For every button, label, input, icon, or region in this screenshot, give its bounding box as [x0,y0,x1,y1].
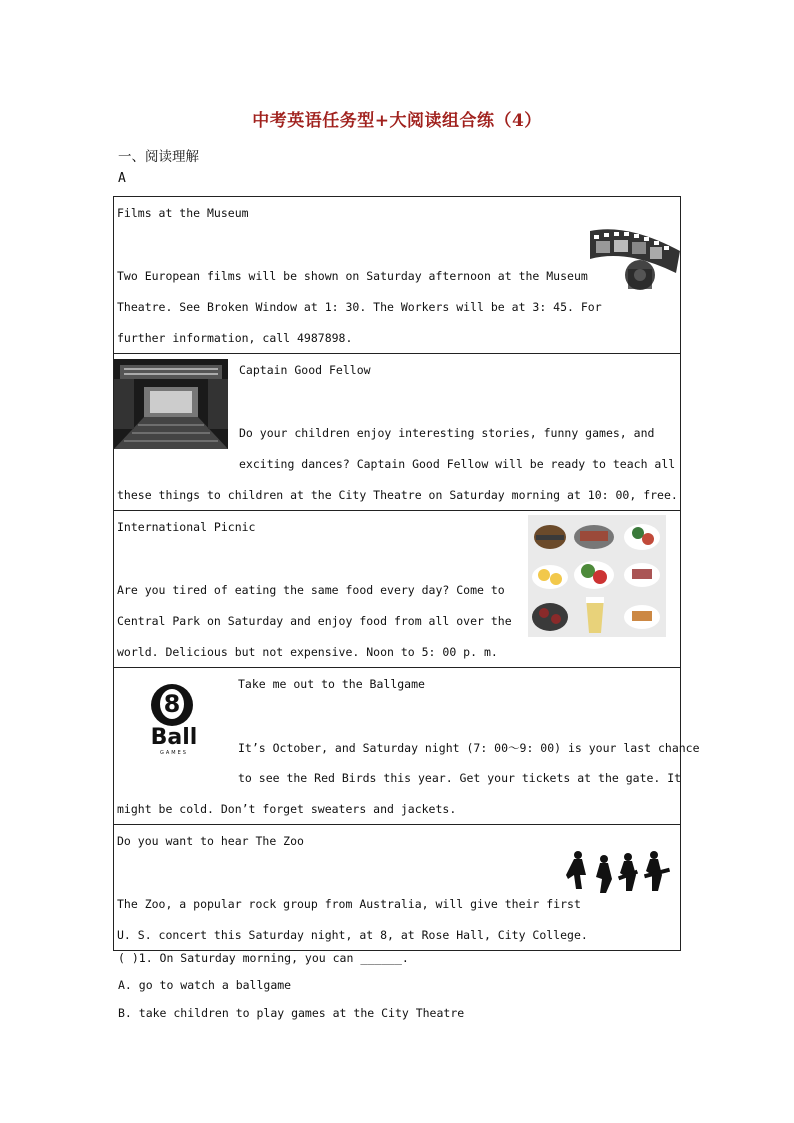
option-b: B. take children to play games at the City Theatre [118,1006,465,1020]
ad-line: to see the Red Birds this year. Get your tickets at the gate. It [238,771,682,785]
ad-ballgame [114,668,700,824]
ad-line: exciting dances? Captain Good Fellow will be ready to teach all [239,457,676,471]
ad-line: Are you tired of eating the same food every day? Come to [117,583,505,597]
logo-number: 8 [160,689,184,719]
rock-band-icon [564,849,676,897]
ad-heading: Captain Good Fellow [239,363,371,377]
page-title: 中考英语任务型+大阅读组合练（4） [252,111,542,131]
ad-line: further information, call 4987898. [117,331,353,345]
ad-heading: International Picnic [117,520,256,534]
food-plates-icon [528,515,666,637]
ad-films [114,197,680,353]
option-a: A. go to watch a ballgame [118,978,292,992]
ad-line: The Zoo, a popular rock group from Australia, will give their first [117,897,581,911]
question-stem: ( )1. On Saturday morning, you can ______. [118,951,409,965]
theatre-hall-icon [114,359,228,449]
ad-line: Theatre. See Broken Window at 1: 30. The Workers will be at 3: 45. For [117,300,602,314]
ad-heading: Take me out to the Ballgame [238,677,425,691]
ad-heading: Films at the Museum [117,206,249,220]
ad-zoo [114,825,680,950]
film-reel-icon [588,221,682,291]
section-heading: 一、阅读理解 [118,149,199,165]
logo-sub: GAMES [160,750,188,756]
ad-heading: Do you want to hear The Zoo [117,834,304,848]
ad-captain [114,354,680,510]
part-label: A [118,171,126,186]
ad-line: It’s October, and Saturday night (7: 00～9: 00) is your last chance [238,741,700,755]
ad-line: Central Park on Saturday and enjoy food from all over the [117,614,512,628]
ad-line: world. Delicious but not expensive. Noon to 5: 00 p. m. [117,645,498,659]
ad-line: U. S. concert this Saturday night, at 8, at Rose Hall, City College. [117,928,588,942]
ad-line: might be cold. Don’t forget sweaters and jackets. [117,802,457,816]
ads-table [113,196,700,951]
logo-word: Ball [150,725,198,750]
eight-ball-logo-icon [144,684,204,760]
ad-line: these things to children at the City Theatre on Saturday morning at 10: 00, free. [117,488,678,502]
ad-line: Do your children enjoy interesting stories, funny games, and [239,426,655,440]
ad-line: Two European films will be shown on Saturday afternoon at the Museum [117,269,588,283]
ad-picnic [114,511,680,667]
